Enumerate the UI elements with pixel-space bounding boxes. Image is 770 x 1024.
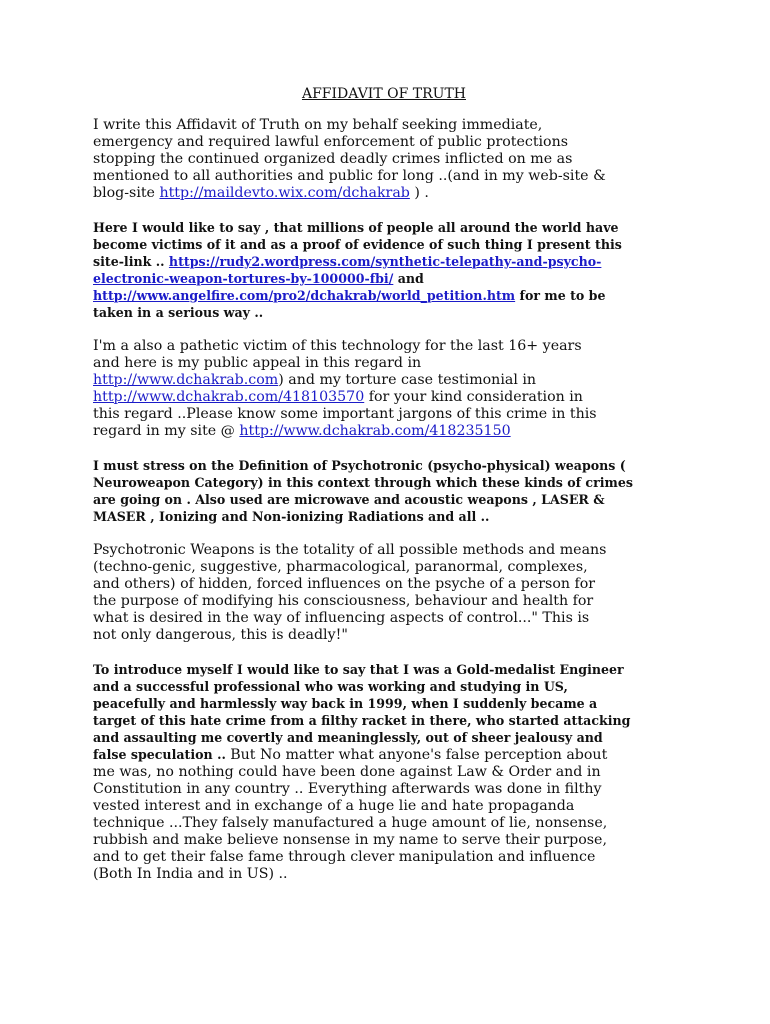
rudy2-link[interactable]: https://rudy2.wordpress.com/synthetic-telepathy-and-psycho-	[168, 254, 602, 269]
angelfire-petition-link[interactable]: http://www.angelfire.com/pro2/dchakrab/world_petition.htm	[93, 288, 516, 303]
text-line: rubbish and make believe nonsense in my name to serve their purpose,	[93, 832, 607, 848]
text-line	[93, 253, 693, 270]
text-line: MASER , Ionizing and Non-ionizing Radiations and all ..	[93, 509, 490, 524]
text-line: (techno-genic, suggestive, pharmacological, paranormal, complexes,	[93, 559, 588, 575]
text-line: become victims of it and as a proof of evidence of such thing I present this	[93, 237, 622, 252]
text-line: me was, no nothing could have been done against Law & Order and in	[93, 764, 601, 780]
text-fragment: for me to be	[515, 288, 606, 303]
text-line: target of this hate crime from a filthy racket in there, who started attacking	[93, 713, 631, 728]
text-fragment: and	[393, 271, 424, 286]
text-line	[93, 270, 693, 287]
paragraph-victims	[93, 219, 693, 321]
text-line: I write this Affidavit of Truth on my behalf seeking immediate,	[93, 117, 543, 133]
text-fragment: blog-site	[93, 185, 160, 201]
text-fragment: site-link ..	[93, 254, 169, 269]
text-line: the purpose of modifying his consciousness, behaviour and health for	[93, 593, 594, 609]
paragraph-intro	[93, 117, 693, 202]
text-fragment: for your kind consideration in	[364, 389, 583, 405]
blog-site-link[interactable]: http://maildevto.wix.com/dchakrab	[159, 185, 410, 201]
jargons-link[interactable]: http://www.dchakrab.com/418235150	[239, 423, 511, 439]
text-line: peacefully and harmlessly way back in 1999, when I suddenly became a	[93, 696, 598, 711]
paragraph-appeal	[93, 338, 693, 440]
text-line: Neuroweapon Category) in this context through which these kinds of crimes	[93, 475, 633, 490]
text-line: are going on . Also used are microwave and acoustic weapons , LASER &	[93, 492, 605, 507]
text-line: emergency and required lawful enforcement of public protections	[93, 134, 569, 150]
text-line	[93, 287, 693, 304]
text-line	[93, 389, 693, 406]
text-line: I'm a also a pathetic victim of this technology for the last 16+ years	[93, 338, 582, 354]
rudy2-link-continued[interactable]: electronic-weapon-tortures-by-100000-fbi/	[93, 271, 394, 286]
text-line: not only dangerous, this is deadly!"	[93, 627, 348, 643]
text-line	[93, 746, 693, 764]
text-line	[93, 185, 693, 202]
text-line: this regard ..Please know some important jargons of this crime in this	[93, 406, 597, 422]
text-line: and assaulting me covertly and meaninglessly, out of sheer jealousy and	[93, 730, 603, 745]
text-line: vested interest and in exchange of a huge lie and hate propaganda	[93, 798, 575, 814]
text-line: and here is my public appeal in this regard in	[93, 355, 422, 371]
text-line: technique ...They falsely manufactured a huge amount of lie, nonsense,	[93, 815, 608, 831]
text-fragment: false speculation ..	[93, 747, 231, 762]
text-line: Here I would like to say , that millions of people all around the world have	[93, 220, 619, 235]
paragraph-definition-stress	[93, 457, 693, 525]
text-line: and to get their false fame through clever manipulation and influence	[93, 849, 596, 865]
text-fragment: ) and my torture case testimonial in	[278, 372, 537, 388]
text-line: and others) of hidden, forced influences on the psyche of a person for	[93, 576, 596, 592]
text-line: taken in a serious way ..	[93, 305, 264, 320]
text-line: stopping the continued organized deadly crimes inflicted on me as	[93, 151, 573, 167]
text-line: To introduce myself I would like to say that I was a Gold-medalist Engineer	[93, 662, 624, 677]
text-line	[93, 423, 693, 440]
text-line: what is desired in the way of influencing aspects of control..." This is	[93, 610, 590, 626]
text-line: Constitution in any country .. Everything afterwards was done in filthy	[93, 781, 602, 797]
text-fragment: But No matter what anyone's false perception about	[230, 747, 608, 763]
paragraph-definition	[93, 542, 693, 644]
document-title: AFFIDAVIT OF TRUTH	[301, 86, 466, 102]
text-line: mentioned to all authorities and public for long ..(and in my web-site &	[93, 168, 606, 184]
testimonial-link[interactable]: http://www.dchakrab.com/418103570	[93, 389, 365, 405]
paragraph-introduction	[93, 661, 693, 883]
text-line: and a successful professional who was working and studying in US,	[93, 679, 568, 694]
text-line	[93, 372, 693, 389]
dchakrab-home-link[interactable]: http://www.dchakrab.com	[93, 372, 279, 388]
text-fragment: regard in my site @	[93, 423, 240, 439]
text-line: (Both In India and in US) ..	[93, 866, 288, 882]
text-line: I must stress on the Definition of Psychotronic (psycho-physical) weapons (	[93, 458, 626, 473]
text-line: Psychotronic Weapons is the totality of all possible methods and means	[93, 542, 607, 558]
text-fragment: ) .	[409, 185, 429, 201]
